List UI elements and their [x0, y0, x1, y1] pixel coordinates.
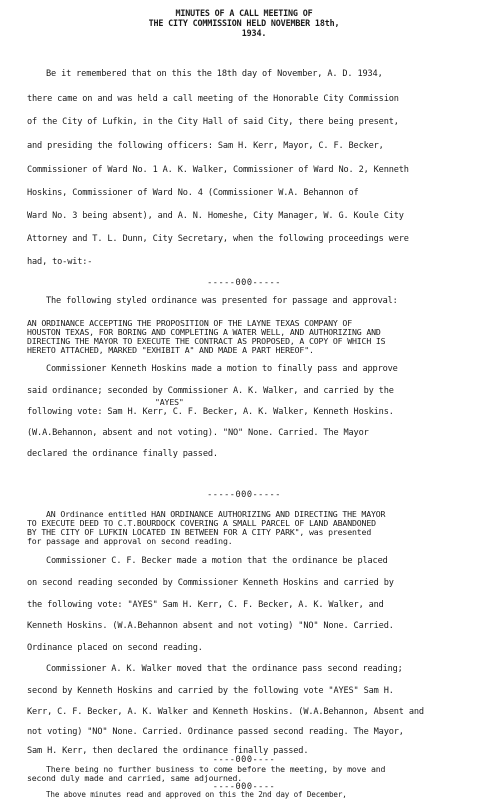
section2-caption-1: AN Ordinance entitled HAN ORDINANCE AUTHORIZING AND DIRECTING THE MAYOR	[46, 509, 386, 519]
section2-caption-3: BY THE CITY OF LUFKIN LOCATED IN BETWEEN FOR A CITY PARK", was presented	[27, 527, 372, 537]
section1-caption-2: HOUSTON TEXAS, FOR BORING AND COMPLETING A WATER WELL, AND AUTHORIZING AND	[27, 327, 381, 337]
section2-motion1-5: Ordinance placed on second reading.	[27, 643, 203, 653]
section1-motion-1: Commissioner Kenneth Hoskins made a motion to finally pass and approve	[46, 364, 398, 374]
section2-motion2-3: Kerr, C. F. Becker, A. K. Walker and Kenneth Hoskins. (W.A.Behannon, Absent and	[27, 707, 424, 717]
section1-motion-4: (W.A.Behannon, absent and not voting). "NO" None. Carried. The Mayor	[27, 428, 369, 438]
section2-motion2-4: not voting) "NO" None. Carried. Ordinance passed second reading. The Mayor,	[27, 727, 404, 737]
title-line-1: MINUTES OF A CALL MEETING OF	[175, 8, 313, 18]
section2-motion2-1: Commissioner A. K. Walker moved that the ordinance pass second reading;	[46, 664, 403, 674]
separator-3: ----000----	[212, 755, 276, 765]
separator-1: -----000-----	[207, 278, 281, 288]
intro-line-1: Be it remembered that on this the 18th day of November, A. D. 1934,	[46, 69, 383, 79]
intro-line-9: had, to-wit:-	[27, 257, 93, 267]
title-line-3: 1934.	[241, 28, 267, 38]
section1-motion-3: following vote: Sam H. Kerr, C. F. Becker, A. K. Walker, Kenneth Hoskins.	[27, 407, 394, 417]
intro-line-8: Attorney and T. L. Dunn, City Secretary, when the following proceedings were	[27, 234, 409, 244]
section1-caption-4: HERETO ATTACHED, MARKED "EXHIBIT A" AND MADE A PART HEREOF".	[27, 345, 314, 355]
section2-motion2-2: second by Kenneth Hoskins and carried by the following vote "AYES" Sam H.	[27, 686, 394, 696]
separator-2: -----000-----	[207, 490, 281, 500]
closing-line-2: second duly made and carried, same adjourned.	[27, 773, 243, 783]
intro-line-6: Hoskins, Commissioner of Ward No. 4 (Commissioner W.A. Behannon of	[27, 188, 359, 198]
section2-motion1-2: on second reading seconded by Commissioner Kenneth Hoskins and carried by	[27, 578, 394, 588]
intro-line-7: Ward No. 3 being absent), and A. N. Homeshe, City Manager, W. G. Koule City	[27, 211, 404, 221]
separator-4: ----000----	[212, 782, 276, 792]
section1-motion-2: said ordinance; seconded by Commissioner A. K. Walker, and carried by the	[27, 386, 394, 396]
section2-motion1-3: the following vote: "AYES" Sam H. Kerr, C. F. Becker, A. K. Walker, and	[27, 600, 384, 610]
section1-ayes-mark: "AYES"	[155, 397, 184, 407]
approval-line-1: The above minutes read and approved on this the 2nd day of December,	[46, 790, 347, 799]
section2-motion2-5: Sam H. Kerr, then declared the ordinance finally passed.	[27, 746, 309, 756]
section1-motion-5: declared the ordinance finally passed.	[27, 449, 218, 459]
intro-line-4: and presiding the following officers: Sam H. Kerr, Mayor, C. F. Becker,	[27, 141, 384, 151]
section1-caption-3: DIRECTING THE MAYOR TO EXECUTE THE CONTRACT AS PROPOSED, A COPY OF WHICH IS	[27, 336, 386, 346]
section2-motion1-4: Kenneth Hoskins. (W.A.Behannon absent and not voting) "NO" None. Carried.	[27, 621, 394, 631]
section2-motion1-1: Commissioner C. F. Becker made a motion that the ordinance be placed	[46, 556, 388, 566]
title-line-2: THE CITY COMMISSION HELD NOVEMBER 18th,	[148, 18, 340, 28]
section1-caption-1: AN ORDINANCE ACCEPTING THE PROPOSITION OF THE LAYNE TEXAS COMPANY OF	[27, 318, 352, 328]
intro-line-3: of the City of Lufkin, in the City Hall of said City, there being present,	[27, 117, 399, 127]
intro-line-5: Commissioner of Ward No. 1 A. K. Walker, Commissioner of Ward No. 2, Kenneth	[27, 165, 409, 175]
intro-line-2: there came on and was held a call meeting of the Honorable City Commission	[27, 94, 399, 104]
section1-intro: The following styled ordinance was presented for passage and approval:	[46, 296, 398, 306]
closing-line-1: There being no further business to come before the meeting, by move and	[46, 764, 386, 774]
section2-caption-4: for passage and approval on second reading.	[27, 536, 233, 546]
section2-caption-2: TO EXECUTE DEED TO C.T.BOURDOCK COVERING A SMALL PARCEL OF LAND ABANDONED	[27, 518, 376, 528]
